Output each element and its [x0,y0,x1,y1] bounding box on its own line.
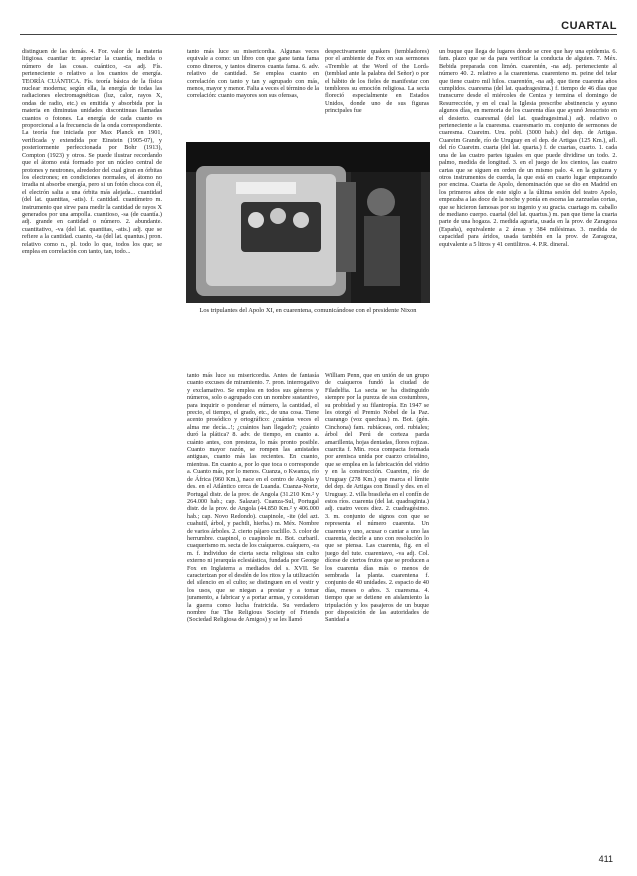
photo-caption: Los tripulantes del Apolo XI, en cuarentena, comunicándose con el presidente Nixon [199,307,417,314]
column-3-top [325,48,429,140]
column-1-text: distinguen de las demás. 4. For. valor de la materia litigiosa. cuantiar tr. apreciar la cuantía, medida o número de las cosas. cuántico, -ca adj. Fís. perteneciente o relativo a los cuantos de energía. TEORÍA CUÁNTICA. Fís. teoría básica de la física nuclear moderna; según ella, la energía de todas las radiaciones electromagnéticas (luz, calor, rayos X, ondas de radio, etc.) es emitida y absorbida por la materia en diminutas unidades discontinuas llamadas cuantos o fotones. La energía de cada cuanto es proporcional a la frecuencia de la onda correspondiente. La teoría fue iniciada por Max Planck en 1901, verificada y extendida por Einstein (1905-07), y posteriormente perfeccionada por Bohr (1913), Compton (1923) y otros. Se puede ilustrar recordando que el átomo está formado por un núcleo central de protones y neutrones, alrededor del cual giran en órbitas los electrones; en condiciones normales, el átomo no irradia ni absorbe energía, pero si un fotón choca con él, el electrón salta a una órbita más alejada... cuantidad (del lat. quantitas, -atis). f. cantidad. cuantímetro m. instrumento que sirve para medir la cantidad de rayos X generados por una ampolla. cuantioso, -sa (de cuantía.) adj. grande en cantidad o número. 2. abundante. cuantitativo, -va (del lat. quantitas, -atis.) adj. que se refiere a la cantidad. cuanto, -ta (del lat. quantus.) pron. relativo como n., pl. todo lo que, todos los que; se emplea en correlación con tanto, tan, todo... [22,48,162,255]
page-number: 411 [598,854,613,864]
column-2-bottom [187,372,319,846]
header-rule [20,34,617,35]
spacecraft-quarantine-photo-icon [186,142,430,303]
column-2-top-text: tanto más luce su misericordia. Algunas veces equivale a como: un libro con que gane tanta fama como dineros, y tantos dineros cuanta fama. 6. adv. relativo de cantidad. Se emplea cuanto en correlación con tanto y tan y agrupado con más, menos, mayor y menor. Falta a veces el término de la correlación: cuanto mayores son sus ofensas, [187,48,319,100]
column-3-bottom [325,372,429,846]
column-3-bottom-text: William Penn, que en unión de un grupo de cuáqueros fundó la ciudad de Filadelfia. La secta se ha distinguido siempre por la pureza de sus costumbres, su probidad y su filantropía. En 1947 se les otorgó el Premio Nobel de la Paz. cuarango (voz quechua.) m. Bot. (gén. Cinchona) fam. rubiáceas, ord. rubiales; árbol del Perú de corteza parda amarillenta, hojas dentadas, flores rojizas. cuarcita f. Min. roca compacta formada por arenisca unida por cuarzo cristalino, que se emplea en la fabricación del vidrio y en la construcción. Cuareim, río de Uruguay (278 Km.) que marca el límite del dep. de Artigas con Brasil y des. en el Uruguay. 2. villa brasileña en el confín de estos ríos. cuarenta (del lat. quadraginta.) adj. cuatro veces diez. 2. cuadragésimo. 3. m. conjunto de signos con que se representa el número cuarenta. Un cuarenta y uno, acusar o cantar a uno las cuarenta, decirle a uno con resolución lo que se piensa. Las cuarenta, fig. en el juego del tute. cuarentavo, -va adj. Col. dícese de ciertos frutos que se producen a los cuarenta días más o menos de sembrada la planta. cuarentena f. conjunto de 40 unidades. 2. espacio de 40 días, meses o años. 3. cuaresma. 4. tiempo que se detiene en aislamiento la tripulación y los pasajeros de un buque por disposición de las autoridades de Sanidad a [325,372,429,624]
column-2-top [187,48,319,140]
apollo-photo [186,142,430,303]
column-2-bottom-text: tanto más luce su misericordia. Antes de fantasía cuanto excuses de miramiento. 7. pron. interrogativo y exclamativo. Se emplea en todos sus géneros y números, solo o agrupado con un nombre sustantivo, para inquirir o ponderar el número, la cantidad, el precio, el tiempo, el grado, etc., de una cosa. Tiene acento prosódico y ortográfico: ¿cuántas veces el alma me decía...!; ¿cuántos han llegado?; ¿cuánto duró la plática? 8. adv. de tiempo, en cuanto a. cuánto antes, con presteza, lo más pronto posible. Cuanto mayor razón, se rompen las amistades antiguas, cuanto más las recientes. En cuanto, mientras. En cuanto a, por lo que toca o corresponde a. Cuanto más, por lo menos. Cuanza, o Kwanza, río de África (960 Km.), nace en el centro de Angola y des. en el Atlántico cerca de Luanda. Cuanza-Norte, Portugal distr. de la prov. de Angola (31.210 Km.² y 264.000 hab.; cap. Salazar). Cuanza-Sul, Portugal distr. de la prov. de Angola (44.850 Km.² y 406.000 hab.; cap. Novo Redondo). cuapinole, -ite (del azt. cuahuitl, árbol, y pachtli, hierba.) m. Méx. Nombre de varios árboles. 2. cierto pájaro cuclillo. 3. color de herrumbre. cuapinol, o cuapinole m. Bot. curbaril. cuaquerismo m. secta de los cuáqueros. cuáquero, -ra m. f. individuo de cierta secta religiosa sin culto externo ni jerarquía eclesiástica, fundada por George Fox en Inglaterra a mediados del s. XVII. Se caracterizan por el desdén de los ritos y la utilización del silencio en el culto; se distinguen en el vestir y los usos, que se niegan a prestar y a tomar juramento, a fabricar y a portar armas, y consideran la guerra como lucha fratricida. Su verdadero nombre fue The Religious Society of Friends (Sociedad Religiosa de Amigos) y se les llamó [187,372,319,624]
column-4-text: un buque que llega de lugares donde se cree que hay una epidemia. 6. fam. plazo que se da para verificar la conducta de alguien. 7. Méx. Bebida preparada con limón. cuarentén, -na adj. perteneciente al número 40. 2. relativo a la cuarentena. cuarenteno m. peine del telar que tiene cuatro mil hilos. cuarentón, -na adj. que tiene cuarenta años cumplidos. cuaresma (del lat. quadragesima.) f. tiempo de 46 días que transcurre desde el miércoles de Ceniza y termina el domingo de Resurrección, y en el cual la Iglesia prescribe abstinencia y ayuno algunos días, en memoria de los cuarenta días que ayunó Jesucristo en el desierto. cuaresmal (del lat. quadragesimal.) adj. relativo o perteneciente a la cuaresma. cuaresmario m. conjunto de sermones de cuaresma. Cuareim. Uru. pobl. (3000 hab.) del dep. de Artigas. Cuareim Grande, río de Uruguay en el dep. de Artigas (125 Km.), afl. del río Cuareim. cuarta (del lat. quarta.) f. de cuartas, cuarto. 1. cada una de las cuatro partes iguales en que puede dividirse un todo. 2. palmo, medida de longitud. 3. en el juego de los cientos, las cuatro cartas que se siguen en orden de un mismo palo. 4. en la guitarra y otros instrumentos de cuerda, la que está en cuarto lugar empezando por encima. Cuarta de Apolo, denominación que se dio en Madrid en los primeros años de este siglo a la última sesión del teatro Apolo, empezaba a las doce de la noche y ponía en escena las zarzuelas cortas, que se hicieron famosas por su ingenio y su gracia. cuartago m. caballo de mediano cuerpo. cuartal (del lat. quartus.) m. pan que tiene la cuarta parte de una hogaza. 2. medida agraria, usada en la prov. de Zaragoza (España), equivalente a 2 áreas y 384 milésimas. 3. medida de capacidad para áridos, usada también en la prov. de Zaragoza, equivalente a 5 litros y 41 centilitros. 4. P.R. dineral. [439,48,617,248]
column-1 [22,48,162,848]
page-header [20,20,617,34]
column-3-top-text: despectivamente quakers (tembladores) por el ambiente de Fox en sus sermones «Tremble at the Word of the Lord» (temblad ante la palabra del Señor) o por el hábito de los fieles de manifestar con temblores su emoción religiosa. La secta floreció especialmente en Estados Unidos, donde uno de sus figuras principales fue [325,48,429,115]
header-title: CUARTAL [561,20,617,32]
column-4 [439,48,617,848]
